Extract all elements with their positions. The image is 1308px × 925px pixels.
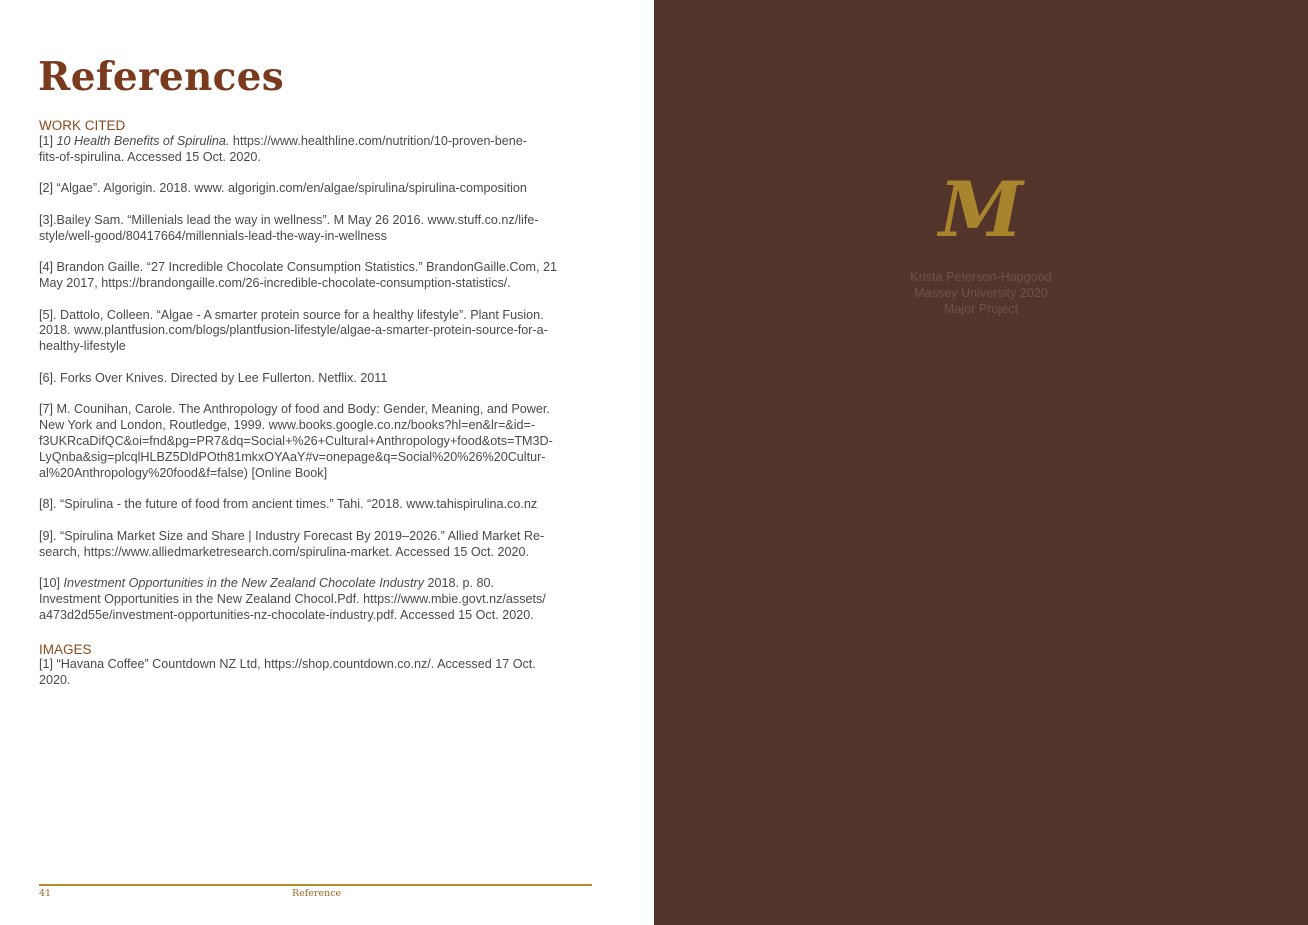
reference-line: [1] “Havana Coffee” Countdown NZ Ltd, https://shop.countdown.co.nz/. Accessed 17 Oct. bbox=[39, 657, 536, 672]
works-cited-list bbox=[39, 134, 595, 624]
page-number: 41 bbox=[39, 888, 52, 899]
footer-rule bbox=[39, 884, 592, 886]
reference-line: LyQnba&sig=plcqlHLBZ5DldPOth81mkxOYAaY#v=onepage&q=Social%20%26%20Cultur- bbox=[39, 449, 546, 464]
images-heading: IMAGES bbox=[39, 641, 92, 657]
works-cited-heading: WORK CITED bbox=[39, 118, 126, 133]
page-title: References bbox=[38, 54, 285, 100]
reference-line: [8]. “Spirulina - the future of food from ancient times.” Tahi. “2018. www.tahispirulina.co.nz bbox=[39, 497, 538, 512]
reference-line: fits-of-spirulina. Accessed 15 Oct. 2020. bbox=[39, 149, 261, 164]
reference-line: search, https://www.alliedmarketresearch.com/spirulina-market. Accessed 15 Oct. 2020. bbox=[39, 544, 529, 559]
work-cited-item bbox=[39, 371, 595, 387]
monogram-logo: M bbox=[938, 165, 1024, 254]
reference-line: [7] M. Counihan, Carole. The Anthropology of food and Body: Gender, Meaning, and Power. bbox=[39, 402, 550, 417]
work-cited-item bbox=[39, 576, 595, 623]
reference-line: a473d2d55e/investment-opportunities-nz-chocolate-industry.pdf. Accessed 15 Oct. 2020. bbox=[39, 607, 534, 622]
footer-section: Reference bbox=[292, 888, 342, 899]
reference-line: al%20Anthropology%20food&f=false) [Online Book] bbox=[39, 465, 328, 480]
reference-line: [2] “Algae”. Algorigin. 2018. www. algorigin.com/en/algae/spirulina/spirulina-composition bbox=[39, 181, 527, 196]
work-cited-item bbox=[39, 260, 595, 292]
reference-line: [5]. Dattolo, Colleen. “Algae - A smarter protein source for a healthy lifestyle”. Plant Fusion. bbox=[39, 307, 544, 322]
reference-line: 2018. www.plantfusion.com/blogs/plantfusion-lifestyle/algae-a-smarter-protein-source-for-a- bbox=[39, 323, 548, 338]
reference-line: healthy-lifestyle bbox=[39, 339, 126, 354]
credit-institution: Massey University 2020 bbox=[914, 286, 1048, 300]
credits bbox=[654, 269, 1308, 317]
reference-line: 2020. bbox=[39, 673, 71, 688]
reference-line: [10] Investment Opportunities in the New Zealand Chocolate Industry 2018. p. 80. bbox=[39, 576, 495, 591]
reference-line: style/well-good/80417664/millennials-lead-the-way-in-wellness bbox=[39, 228, 387, 243]
credit-project: Major Project bbox=[943, 302, 1019, 316]
reference-line: [9]. “Spirulina Market Size and Share | Industry Forecast By 2019–2026.” Allied Market Re- bbox=[39, 528, 545, 543]
credit-author: Krista Peterson-Hopgood bbox=[910, 270, 1052, 284]
reference-line: [1] 10 Health Benefits of Spirulina. https://www.healthline.com/nutrition/10-proven-bene- bbox=[39, 133, 527, 148]
work-cited-item bbox=[39, 402, 595, 481]
reference-line: May 2017, https://brandongaille.com/26-incredible-chocolate-consumption-statistics/. bbox=[39, 275, 511, 290]
reference-line: [4] Brandon Gaille. “27 Incredible Chocolate Consumption Statistics.” BrandonGaille.Com, 21 bbox=[39, 260, 558, 275]
work-cited-item bbox=[39, 213, 595, 245]
reference-line: [6]. Forks Over Knives. Directed by Lee Fullerton. Netflix. 2011 bbox=[39, 370, 388, 385]
work-cited-item bbox=[39, 181, 595, 197]
work-cited-item bbox=[39, 529, 595, 561]
work-cited-item bbox=[39, 497, 595, 513]
right-page bbox=[654, 0, 1308, 925]
reference-line: [3].Bailey Sam. “Millenials lead the way in wellness”. M May 26 2016. www.stuff.co.nz/life- bbox=[39, 212, 539, 227]
reference-line: f3UKRcaDifQC&oi=fnd&pg=PR7&dq=Social+%26+Cultural+Anthropology+food&ots=TM3D- bbox=[39, 433, 553, 448]
images-list bbox=[39, 657, 595, 689]
reference-line: New York and London, Routledge, 1999. www.books.google.co.nz/books?hl=en&lr=&id=- bbox=[39, 418, 536, 433]
references-content bbox=[39, 118, 595, 705]
image-ref-item bbox=[39, 657, 595, 689]
reference-line: Investment Opportunities in the New Zealand Chocol.Pdf. https://www.mbie.govt.nz/assets/ bbox=[39, 591, 546, 606]
work-cited-item bbox=[39, 308, 595, 355]
work-cited-item bbox=[39, 134, 595, 166]
